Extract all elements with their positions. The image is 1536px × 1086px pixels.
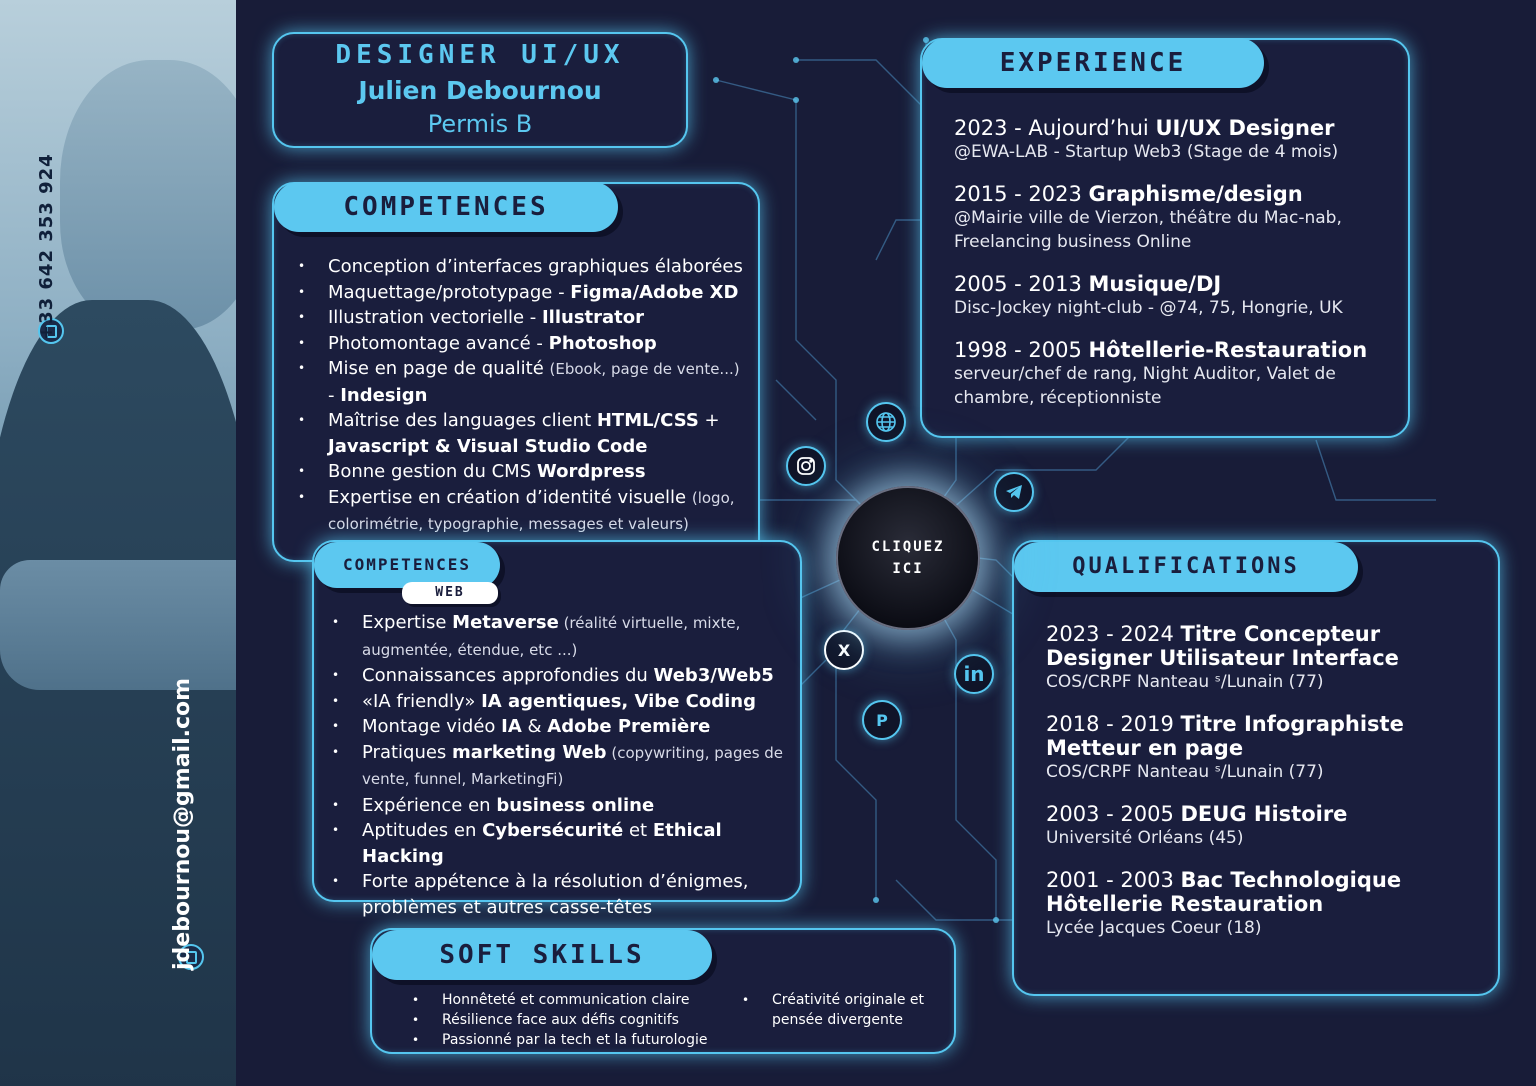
list-item: • Forte appétence à la résolution d’énigmes, problèmes et autres casse-têtes [362,869,792,920]
x-twitter-icon[interactable]: X [824,630,864,670]
experience-title: EXPERIENCE [922,38,1264,88]
list-item: • Aptitudes en Cybersécurité et Ethical Hacking [362,818,792,869]
list-item: • «IA friendly» IA agentiques, Vibe Coding [362,689,792,715]
list-item: • Maîtrise des languages client HTML/CSS + Javascript & Visual Studio Code [328,408,748,459]
list-item: • Connaissances approfondies du Web3/Web5 [362,663,792,689]
competences-card [272,182,760,562]
cta-line-2: ICI [892,561,924,577]
list-item: • Conception d’interfaces graphiques élaborées [328,254,748,280]
role-title: DESIGNER UI/UX [335,40,625,70]
experience-entry: 2005 - 2013 Musique/DJ Disc-Jockey night-club - @74, 75, Hongrie, UK [954,272,1343,318]
experience-entry: 2015 - 2023 Graphisme/design @Mairie ville de Vierzon, théâtre du Mac-nab, Freelancing business Online [954,182,1342,252]
competences-web-card [312,540,802,918]
qualification-entry: 2018 - 2019 Titre Infographiste Metteur en page COS/CRPF Nanteau ˢ/Lunain (77) [1046,712,1404,782]
experience-entry: 1998 - 2005 Hôtellerie-Restauration serveur/chef de rang, Night Auditor, Valet de chambre, réceptionniste [954,338,1368,408]
telegram-icon[interactable] [994,472,1034,512]
cta-line-1: CLIQUEZ [871,539,945,555]
qualification-entry: 2001 - 2003 Bac Technologique Hôtellerie Restauration Lycée Jacques Coeur (18) [1046,868,1402,938]
list-item: • Passionné par la tech et la futurologie [442,1030,707,1050]
list-item: • Illustration vectorielle - Illustrator [328,305,748,331]
competences-web-list [362,610,792,920]
list-item: • Expérience en business online [362,793,792,819]
qualification-entry: 2023 - 2024 Titre Concepteur Designer Utilisateur Interface COS/CRPF Nanteau ˢ/Lunain (77) [1046,622,1399,692]
email-address[interactable]: jdebournou@gmail.com [170,677,195,970]
experience-list [954,116,1394,428]
list-item: • Résilience face aux défis cognitifs [442,1010,707,1030]
competences-title: COMPETENCES [274,182,618,232]
list-item: • Mise en page de qualité (Ebook, page de vente...) - Indesign [328,356,748,408]
experience-entry: 2023 - Aujourd’hui UI/UX Designer @EWA-LAB - Startup Web3 (Stage de 4 mois) [954,116,1339,162]
instagram-icon[interactable] [786,446,826,486]
qualifications-list [1046,622,1486,958]
list-item: • Maquettage/prototypage - Figma/Adobe XD [328,280,748,306]
experience-card [920,38,1410,438]
soft-skills-card [370,928,956,1054]
pinterest-icon[interactable]: P [862,700,902,740]
license-text: Permis B [427,110,533,138]
photo-head-shape [60,60,236,330]
competences-web-title: COMPETENCES [314,542,500,588]
cliquez-ici-button[interactable] [836,486,980,630]
soft-skills-title: SOFT SKILLS [372,930,712,980]
linkedin-icon[interactable]: in [954,654,994,694]
qualification-entry: 2003 - 2005 DEUG Histoire Université Orléans (45) [1046,802,1348,848]
list-item: • Expertise en création d’identité visuelle (logo, colorimétrie, typographie, messages et valeurs) [328,485,748,538]
list-item: • Honnêteté et communication claire [442,990,707,1010]
person-name: Julien Debournou [358,76,602,105]
qualifications-card [1012,540,1500,996]
header-card [272,32,688,148]
website-globe-icon[interactable] [866,402,906,442]
list-item: • Créativité originale et pensée divergente [772,990,942,1030]
photo-arm-shape [0,560,236,690]
list-item: • Bonne gestion du CMS Wordpress [328,459,748,485]
qualifications-title: QUALIFICATIONS [1014,542,1358,592]
list-item: • Montage vidéo IA & Adobe Première [362,714,792,740]
phone-number[interactable]: +33 642 353 924 [36,153,57,340]
soft-skills-left-list [442,990,707,1050]
competences-web-subtitle: WEB [402,582,498,604]
soft-skills-right-list [772,990,942,1030]
photo-body-shape [0,300,236,1086]
list-item: • Expertise Metaverse (réalité virtuelle, mixte, augmentée, étendue, etc ...) [362,610,792,663]
list-item: • Photomontage avancé - Photoshop [328,331,748,357]
competences-list [328,254,748,538]
list-item: • Pratiques marketing Web (copywriting, pages de vente, funnel, MarketingFi) [362,740,792,793]
